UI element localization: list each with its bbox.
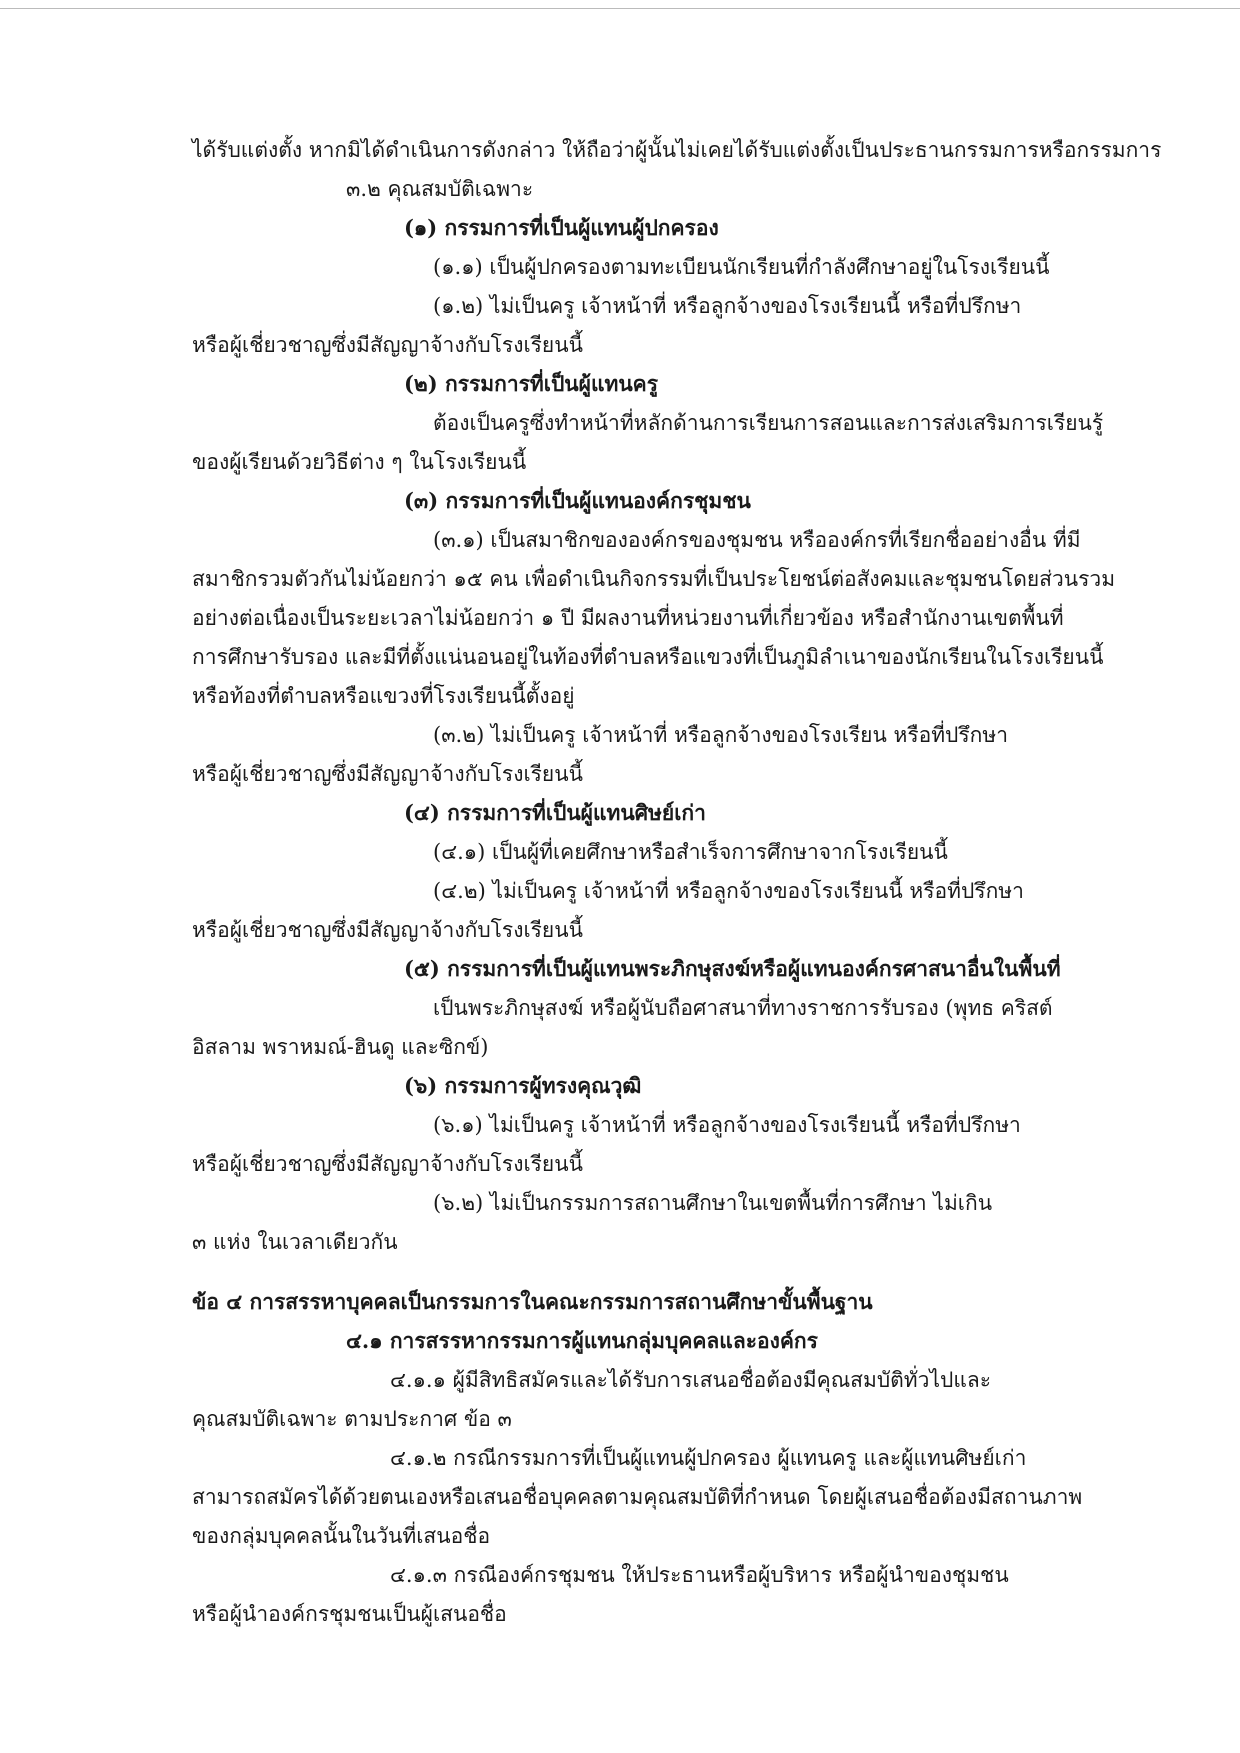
body-line: ของผู้เรียนด้วยวิธีต่าง ๆ ในโรงเรียนนี้: [192, 450, 527, 474]
body-line: หรือผู้นำองค์กรชุมชนเป็นผู้เสนอชื่อ: [192, 1602, 507, 1626]
body-line: (๖.๒) ไม่เป็นกรรมการสถานศึกษาในเขตพื้นที่การศึกษา ไม่เกิน: [433, 1191, 993, 1215]
body-line: ๓ แห่ง ในเวลาเดียวกัน: [192, 1230, 398, 1254]
body-line: สมาชิกรวมตัวกันไม่น้อยกว่า ๑๕ คน เพื่อดำเนินกิจกรรมที่เป็นประโยชน์ต่อสังคมและชุมชนโดยส่วนรวม: [192, 567, 1116, 591]
body-line: ได้รับแต่งตั้ง หากมิได้ดำเนินการดังกล่าว ให้ถือว่าผู้นั้นไม่เคยได้รับแต่งตั้งเป็นประธานกรรมการหรือกรรมการ: [192, 138, 1162, 162]
body-line: ๔.๑.๓ กรณีองค์กรชุมชน ให้ประธานหรือผู้บริหาร หรือผู้นำของชุมชน: [390, 1563, 1009, 1587]
body-line: หรือผู้เชี่ยวชาญซึ่งมีสัญญาจ้างกับโรงเรียนนี้: [192, 762, 583, 786]
subsection-heading: (๔) กรรมการที่เป็นผู้แทนศิษย์เก่า: [404, 800, 706, 825]
body-line: (๑.๒) ไม่เป็นครู เจ้าหน้าที่ หรือลูกจ้างของโรงเรียนนี้ หรือที่ปรึกษา: [433, 294, 1022, 318]
subsection-heading: (๓) กรรมการที่เป็นผู้แทนองค์กรชุมชน: [404, 488, 751, 513]
body-line: สามารถสมัครได้ด้วยตนเองหรือเสนอชื่อบุคคลตามคุณสมบัติที่กำหนด โดยผู้เสนอชื่อต้องมีสถานภาพ: [192, 1485, 1083, 1509]
body-line: หรือผู้เชี่ยวชาญซึ่งมีสัญญาจ้างกับโรงเรียนนี้: [192, 333, 583, 357]
article-heading: ข้อ ๔ การสรรหาบุคคลเป็นกรรมการในคณะกรรมการสถานศึกษาขั้นพื้นฐาน: [192, 1289, 873, 1314]
body-line: หรือท้องที่ตำบลหรือแขวงที่โรงเรียนนี้ตั้งอยู่: [192, 684, 575, 708]
body-line: ของกลุ่มบุคคลนั้นในวันที่เสนอชื่อ: [192, 1524, 491, 1548]
body-line: (๔.๒) ไม่เป็นครู เจ้าหน้าที่ หรือลูกจ้างของโรงเรียนนี้ หรือที่ปรึกษา: [433, 879, 1024, 903]
subsection-heading: (๒) กรรมการที่เป็นผู้แทนครู: [404, 371, 658, 396]
body-line: อิสลาม พราหมณ์-ฮินดู และซิกข์): [192, 1035, 489, 1059]
body-line: คุณสมบัติเฉพาะ ตามประกาศ ข้อ ๓: [192, 1407, 512, 1431]
body-line: เป็นพระภิกษุสงฆ์ หรือผู้นับถือศาสนาที่ทางราชการรับรอง (พุทธ คริสต์: [433, 996, 1053, 1020]
body-line: หรือผู้เชี่ยวชาญซึ่งมีสัญญาจ้างกับโรงเรียนนี้: [192, 918, 583, 942]
body-line: (๓.๑) เป็นสมาชิกขององค์กรของชุมชน หรือองค์กรที่เรียกชื่ออย่างอื่น ที่มี: [433, 528, 1081, 552]
section-heading: ๔.๑ การสรรหากรรมการผู้แทนกลุ่มบุคคลและองค์กร: [346, 1328, 818, 1353]
subsection-heading: (๖) กรรมการผู้ทรงคุณวุฒิ: [404, 1073, 642, 1098]
body-line: (๔.๑) เป็นผู้ที่เคยศึกษาหรือสำเร็จการศึกษาจากโรงเรียนนี้: [433, 840, 948, 864]
subsection-heading: (๑) กรรมการที่เป็นผู้แทนผู้ปกครอง: [404, 215, 719, 240]
body-line: (๑.๑) เป็นผู้ปกครองตามทะเบียนนักเรียนที่กำลังศึกษาอยู่ในโรงเรียนนี้: [433, 255, 1050, 279]
body-line: (๖.๑) ไม่เป็นครู เจ้าหน้าที่ หรือลูกจ้างของโรงเรียนนี้ หรือที่ปรึกษา: [433, 1113, 1021, 1137]
body-line: (๓.๒) ไม่เป็นครู เจ้าหน้าที่ หรือลูกจ้างของโรงเรียน หรือที่ปรึกษา: [433, 723, 1009, 747]
body-line: หรือผู้เชี่ยวชาญซึ่งมีสัญญาจ้างกับโรงเรียนนี้: [192, 1152, 583, 1176]
body-line: การศึกษารับรอง และมีที่ตั้งแน่นอนอยู่ในท้องที่ตำบลหรือแขวงที่เป็นภูมิลำเนาของนักเรียนในโรงเรียนนี้: [192, 645, 1104, 669]
body-line: ต้องเป็นครูซึ่งทำหน้าที่หลักด้านการเรียนการสอนและการส่งเสริมการเรียนรู้: [433, 411, 1104, 435]
body-line: ๔.๑.๒ กรณีกรรมการที่เป็นผู้แทนผู้ปกครอง ผู้แทนครู และผู้แทนศิษย์เก่า: [390, 1446, 1027, 1470]
body-line: ๔.๑.๑ ผู้มีสิทธิสมัครและได้รับการเสนอชื่อต้องมีคุณสมบัติทั่วไปและ: [390, 1368, 992, 1392]
subsection-heading: (๕) กรรมการที่เป็นผู้แทนพระภิกษุสงฆ์หรือผู้แทนองค์กรศาสนาอื่นในพื้นที่: [404, 956, 1061, 981]
section-heading: ๓.๒ คุณสมบัติเฉพาะ: [346, 177, 534, 201]
body-line: อย่างต่อเนื่องเป็นระยะเวลาไม่น้อยกว่า ๑ ปี มีผลงานที่หน่วยงานที่เกี่ยวข้อง หรือสำนักงานเขตพื้นที่: [192, 606, 1064, 630]
